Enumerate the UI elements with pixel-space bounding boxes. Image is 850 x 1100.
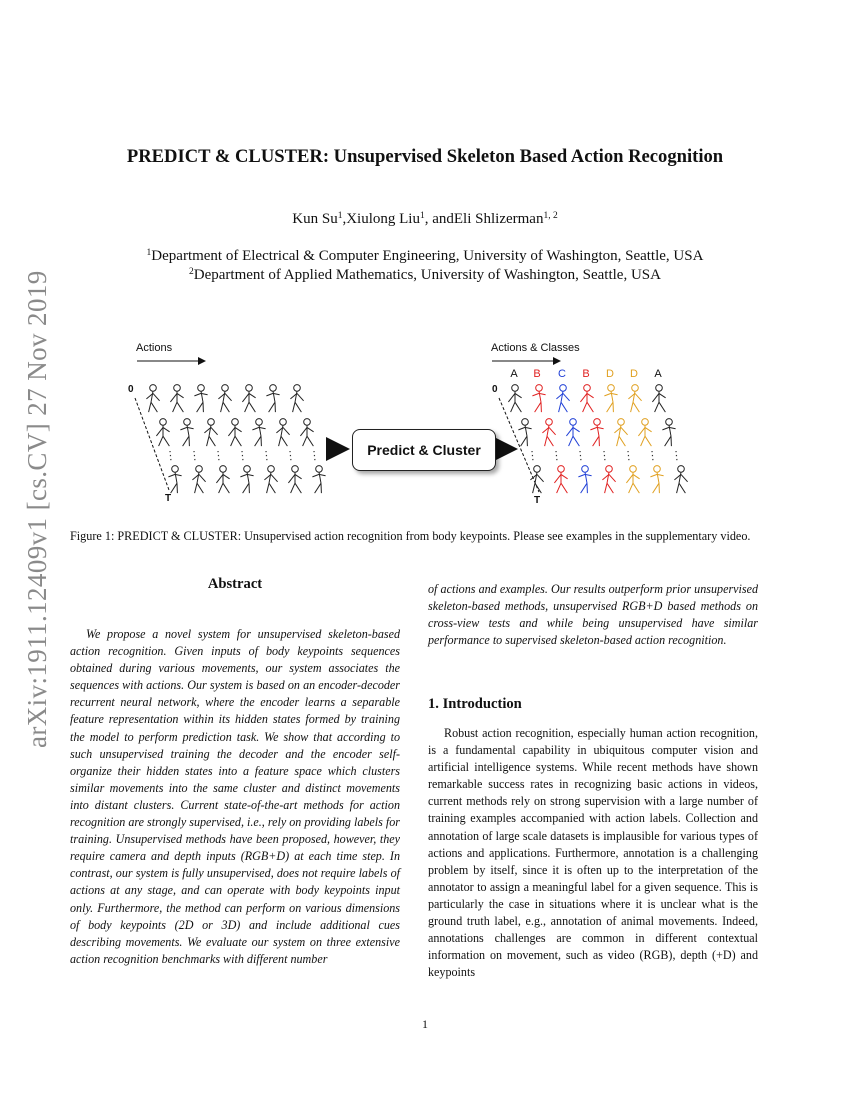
skeleton-grid-clustered xyxy=(508,385,687,494)
class-letter: D xyxy=(606,368,614,380)
author: Kun Su$^1$, xyxy=(292,211,347,227)
skeleton-figure xyxy=(242,385,255,413)
skeleton-figure xyxy=(146,385,159,413)
skeleton-figure xyxy=(264,466,277,494)
introduction-heading: 1. Introduction xyxy=(428,696,522,712)
skeleton-figure xyxy=(652,385,665,413)
affiliation-2: $^2$Department of Applied Mathematics, University of Washington, Seattle, USA xyxy=(189,267,661,283)
class-letter: B xyxy=(533,368,541,380)
actions-classes-label: Actions & Classes xyxy=(491,342,580,354)
class-letter: A xyxy=(654,368,662,380)
skeleton-figure xyxy=(252,419,265,447)
introduction-paragraph: Robust action recognition, especially human action recognition, is a fundamental capability in ubiquitous computer vision and artificial intelligence systems. While recent methods have shown remarkable success rates in recognizing basic actions in videos, current methods rely on strong supervision with a large number of training examples accompanied with action labels. Collection and annotation of large scale datasets is implausible for various types of actions and applications. Furthermore, annotation is a challenging problem by itself, since it is often up to the interpretation of the annotator to assign a meaningful label for a given sequence. This is particularly the case in situations where it is unclear what is the ground truth label, e.g., annotation of animal movements. Indeed, annotations challenges are common in different contextual information on movement, such as video (RGB), depth (+D) and keypoints xyxy=(428,726,758,980)
skeleton-figure xyxy=(312,466,325,494)
class-letter: D xyxy=(630,368,638,380)
skeleton-figure xyxy=(542,419,555,447)
paper-title: PREDICT & CLUSTER: Unsupervised Skeleton Based Action Recognition xyxy=(126,146,724,167)
skeleton-figure xyxy=(578,466,591,494)
continuation-dots xyxy=(242,451,243,461)
skeleton-figure xyxy=(674,466,687,494)
skeleton-figure xyxy=(662,419,675,447)
skeleton-figure xyxy=(530,466,543,494)
skeleton-figure xyxy=(556,385,569,413)
skeleton-figure xyxy=(218,385,231,413)
continuation-dots xyxy=(532,451,533,461)
time-end-label-right: T xyxy=(534,495,541,506)
continuation-dots xyxy=(652,451,653,461)
skeleton-figure xyxy=(170,385,183,413)
class-letter: C xyxy=(558,368,566,380)
author-list xyxy=(0,211,850,228)
class-letter: A xyxy=(510,368,518,380)
continuation-dots xyxy=(218,451,219,461)
actions-label: Actions xyxy=(136,342,173,354)
author: Xiulong Liu$^1$, and xyxy=(346,211,454,227)
abstract-paragraph: We propose a novel system for unsupervised skeleton-based action recognition. Given inputs of body keypoints sequences obtained during various movements, our system associates the sequences with actions. Our system is based on an encoder-decoder recurrent neural network, where the encoder learns a separable feature representation within its hidden states formed by training the model to perform prediction task. We show that according to such unsupervised training the decoder and the encoder self-organize their hidden states into a feature space which clusters similar movements into the same cluster and distinct movements into distant clusters. Current state-of-the-art methods for action recognition are strongly supervised, i.e., rely on providing labels for training. Unsupervised methods have been proposed, however, they require camera and depth inputs (RGB+D) at each time step. In contrast, our system is fully unsupervised, does not require labels of actions at any stage, and can operate with body keypoints input only. Furthermore, the method can perform on various dimensions of body keypoints (2D or 3D) and include additional cues describing movements. We evaluate our system on three extensive action recognition benchmarks with different number xyxy=(70,627,400,966)
skeleton-figure xyxy=(180,419,193,447)
skeleton-figure xyxy=(650,466,663,494)
skeleton-figure xyxy=(240,466,253,494)
time-start-label: 0 xyxy=(128,384,134,395)
affiliation-1: $^1$Department of Electrical & Computer Engineering, University of Washington, Seattle, USA xyxy=(146,248,704,264)
skeleton-figure xyxy=(508,385,521,413)
author: Eli Shlizerman$^{1, 2}$ xyxy=(453,211,558,227)
skeleton-figure xyxy=(628,385,641,413)
continuation-dots xyxy=(290,451,291,461)
class-letter: B xyxy=(582,368,590,380)
figure-caption: Figure 1: PREDICT & CLUSTER: Unsupervised action recognition from body keypoints. Please see examples in the supplementary video. xyxy=(70,529,751,543)
time-end-label: T xyxy=(165,493,172,504)
continuation-dots xyxy=(170,451,171,461)
continuation-dots xyxy=(194,451,195,461)
arxiv-identifier-stamp: arXiv:1911.12409v1 [cs.CV] 27 Nov 2019 xyxy=(22,270,52,748)
skeleton-figure xyxy=(602,466,615,494)
continuation-dots xyxy=(266,451,267,461)
continuation-dots xyxy=(604,451,605,461)
skeleton-figure xyxy=(626,466,639,494)
skeleton-figure xyxy=(604,385,617,413)
continuation-dots xyxy=(314,451,315,461)
figure-1 xyxy=(125,338,725,513)
skeleton-figure xyxy=(276,419,289,447)
skeleton-figure xyxy=(192,466,205,494)
skeleton-figure xyxy=(156,419,169,447)
figure-graphics xyxy=(125,338,725,513)
skeleton-figure xyxy=(300,419,313,447)
abstract-continuation xyxy=(428,581,758,649)
predict-cluster-box: Predict & Cluster xyxy=(352,429,496,471)
skeleton-figure xyxy=(566,419,579,447)
skeleton-figure xyxy=(518,419,531,447)
abstract-body xyxy=(70,626,400,968)
skeleton-figure xyxy=(638,419,651,447)
skeleton-figure xyxy=(290,385,303,413)
skeleton-figure xyxy=(532,385,545,413)
skeleton-figure xyxy=(228,419,241,447)
continuation-dots xyxy=(580,451,581,461)
continuation-dots xyxy=(676,451,677,461)
skeleton-figure xyxy=(580,385,593,413)
skeleton-figure xyxy=(288,466,301,494)
skeleton-figure xyxy=(204,419,217,447)
skeleton-figure xyxy=(554,466,567,494)
skeleton-figure xyxy=(614,419,627,447)
skeleton-figure xyxy=(194,385,207,413)
abstract-heading: Abstract xyxy=(207,576,263,592)
skeleton-figure xyxy=(590,419,603,447)
skeleton-figure xyxy=(266,385,279,413)
abstract-continuation-paragraph: of actions and examples. Our results outperform prior unsupervised skeleton-based methods, unsupervised RGB+D based methods on cross-view tests and while being unsupervised have similar performance to supervised skeleton-based action recognition. xyxy=(428,582,758,648)
time-start-label-right: 0 xyxy=(492,384,498,395)
skeleton-figure xyxy=(168,466,181,494)
continuation-dots xyxy=(556,451,557,461)
time-axis-left xyxy=(135,398,169,490)
page-number: 1 xyxy=(422,1017,428,1031)
continuation-dots xyxy=(628,451,629,461)
skeleton-figure xyxy=(216,466,229,494)
skeleton-grid-input xyxy=(146,385,325,494)
introduction-body xyxy=(428,725,758,981)
